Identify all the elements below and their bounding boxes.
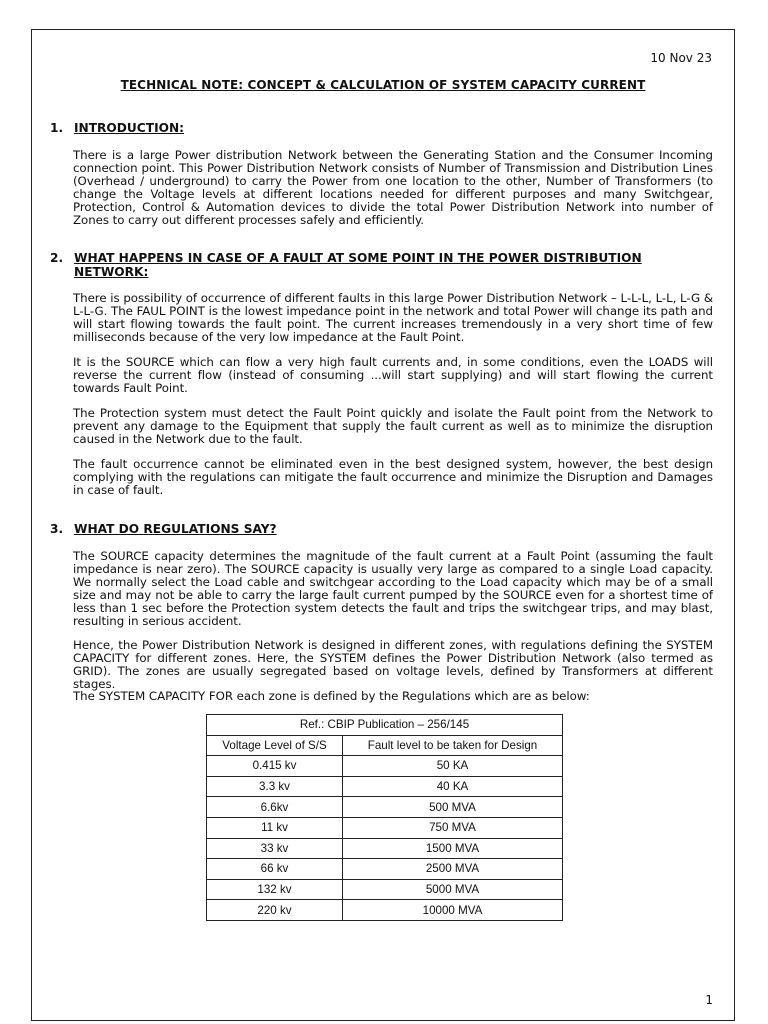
fault-level-cell: 2500 MVA [343,859,563,880]
section-1-heading [50,122,712,136]
voltage-cell: 6.6kv [207,797,343,818]
voltage-cell: 33 kv [207,838,343,859]
voltage-cell: 0.415 kv [207,756,343,777]
voltage-cell: 220 kv [207,900,343,921]
section-2-heading [50,252,712,279]
paragraph: The SYSTEM CAPACITY FOR each zone is defined by the Regulations which are as below: [73,689,590,703]
table-caption-row [207,715,563,736]
table-row [207,817,563,838]
paragraph: The fault occurrence cannot be eliminated even in the best designed system, however, the best design complying with the regulations can mitigate the fault occurrence and minimize the Disruption and Damages in case of fault. [73,457,713,497]
paragraph: It is the SOURCE which can flow a very high fault currents and, in some conditions, even the LOADS will reverse the current flow (instead of consuming ...will start supplying) and will start flowing the current towards Fault Point. [73,355,713,395]
fault-level-cell: 50 KA [343,756,563,777]
table-row [207,756,563,777]
section-title: WHAT DO REGULATIONS SAY? [74,522,277,536]
voltage-cell: 11 kv [207,817,343,838]
fault-level-table [206,714,563,921]
section-number: 2. [50,251,64,265]
fault-level-cell: 5000 MVA [343,879,563,900]
paragraph: The Protection system must detect the Fault Point quickly and isolate the Fault point from the Network to prevent any damage to the Equipment that supply the fault current as well as to minimize the disruption caused in the Network due to the fault. [73,406,713,446]
section-number: 1. [50,121,64,135]
section-number: 3. [50,522,64,536]
paragraph: There is a large Power distribution Network between the Generating Station and the Consumer Incoming connection point. This Power Distribution Network consists of Number of Transmission and Distribution Lines (Overhead / underground) to carry the Power from one location to the other, Number of Transformers (to change the Voltage levels at different locations needed for different purposes and many Switchgear, Protection, Control & Automation devices to divide the total Power Distribution Network into number of Zones to carry out different processes safely and efficiently. [73,148,713,227]
column-header-fault-level: Fault level to be taken for Design [343,735,563,756]
voltage-cell: 3.3 kv [207,776,343,797]
document-title: TECHNICAL NOTE: CONCEPT & CALCULATION OF SYSTEM CAPACITY CURRENT [120,78,646,92]
fault-level-cell: 1500 MVA [343,838,563,859]
voltage-cell: 66 kv [207,859,343,880]
fault-level-cell: 750 MVA [343,817,563,838]
table-row [207,838,563,859]
fault-level-cell: 10000 MVA [343,900,563,921]
page-number: 1 [705,993,713,1007]
table-row [207,879,563,900]
table-row [207,859,563,880]
section-3-heading [50,523,712,537]
voltage-cell: 132 kv [207,879,343,900]
document-date: 10 Nov 23 [650,51,712,65]
table-caption: Ref.: CBIP Publication – 256/145 [207,715,563,736]
column-header-voltage: Voltage Level of S/S [207,735,343,756]
table-header-row [207,735,563,756]
table-row [207,797,563,818]
paragraph: Hence, the Power Distribution Network is designed in different zones, with regulations defining the SYSTEM CAPACITY for different zones. Here, the SYSTEM defines the Power Distribution Network (also termed as GRID). The zones are usually segregated based on voltage levels, defined by Transformers at different stages. [73,638,713,691]
table-row [207,776,563,797]
section-title: WHAT HAPPENS IN CASE OF A FAULT AT SOME POINT IN THE POWER DISTRIBUTION NETWORK: [74,251,642,279]
paragraph: The SOURCE capacity determines the magnitude of the fault current at a Fault Point (assuming the fault impedance is near zero). The SOURCE capacity is usually very large as compared to a single Load capacity. We normally select the Load cable and switchgear according to the Load capacity which may be of a small size and may not be able to carry the large fault current pumped by the SOURCE even for a shortest time of less than 1 sec before the Protection system detects the fault and trips the switchgear trips, and may blast, resulting in serious accident. [73,549,713,628]
table-row [207,900,563,921]
paragraph: There is possibility of occurrence of different faults in this large Power Distribution Network – L-L-L, L-L, L-G & L-L-G. The FAUL POINT is the lowest impedance point in the network and total Power will change its path and will start flowing towards the fault point. The current increases tremendously in a very short time of few milliseconds because of the very low impedance at the Fault Point. [73,291,713,344]
section-title: INTRODUCTION: [74,121,185,135]
document-page [31,29,735,1021]
fault-level-cell: 500 MVA [343,797,563,818]
fault-level-cell: 40 KA [343,776,563,797]
